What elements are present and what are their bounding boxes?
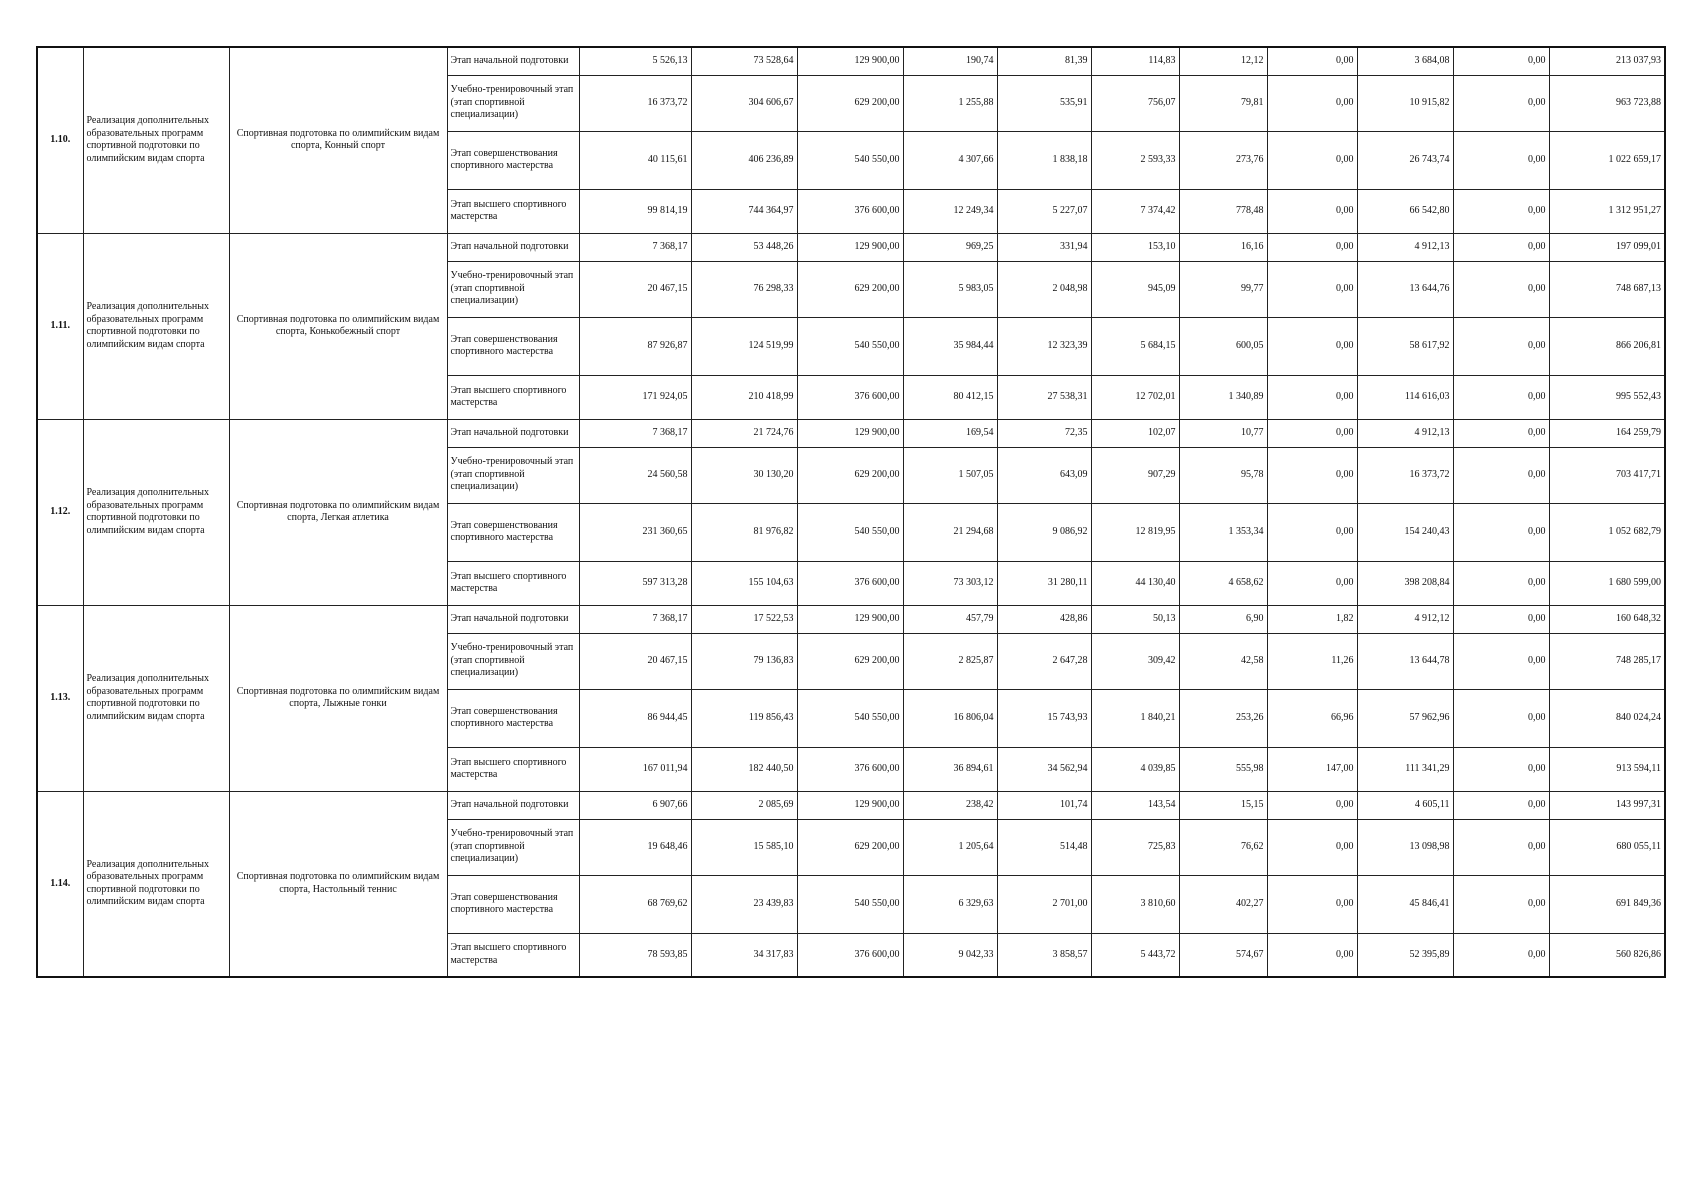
program-name: Реализация дополнительных образовательных программ спортивной подготовки по олимпийским видам спорта — [83, 605, 229, 791]
value-cell: 68 769,62 — [579, 875, 691, 933]
value-cell: 80 412,15 — [903, 375, 997, 419]
value-cell: 4 912,13 — [1357, 419, 1453, 447]
value-cell: 167 011,94 — [579, 747, 691, 791]
stage-name: Этап начальной подготовки — [447, 47, 579, 75]
value-cell: 0,00 — [1453, 791, 1549, 819]
stage-name: Этап начальной подготовки — [447, 419, 579, 447]
value-cell: 57 962,96 — [1357, 689, 1453, 747]
item-code: 1.14. — [37, 791, 83, 977]
value-cell: 5 983,05 — [903, 261, 997, 317]
value-cell: 0,00 — [1267, 561, 1357, 605]
value-cell: 13 098,98 — [1357, 819, 1453, 875]
value-cell: 2 085,69 — [691, 791, 797, 819]
value-cell: 540 550,00 — [797, 875, 903, 933]
stage-name: Учебно-тренировочный этап (этап спортивной специализации) — [447, 261, 579, 317]
value-cell: 72,35 — [997, 419, 1091, 447]
value-cell: 34 562,94 — [997, 747, 1091, 791]
total-cell: 840 024,24 — [1549, 689, 1665, 747]
value-cell: 129 900,00 — [797, 419, 903, 447]
item-code: 1.10. — [37, 47, 83, 233]
value-cell: 629 200,00 — [797, 447, 903, 503]
value-cell: 9 086,92 — [997, 503, 1091, 561]
value-cell: 1 340,89 — [1179, 375, 1267, 419]
total-cell: 995 552,43 — [1549, 375, 1665, 419]
value-cell: 16 373,72 — [579, 75, 691, 131]
stage-name: Учебно-тренировочный этап (этап спортивной специализации) — [447, 819, 579, 875]
value-cell: 0,00 — [1267, 933, 1357, 977]
value-cell: 102,07 — [1091, 419, 1179, 447]
total-cell: 703 417,71 — [1549, 447, 1665, 503]
value-cell: 95,78 — [1179, 447, 1267, 503]
value-cell: 101,74 — [997, 791, 1091, 819]
value-cell: 0,00 — [1453, 419, 1549, 447]
value-cell: 0,00 — [1453, 503, 1549, 561]
value-cell: 35 984,44 — [903, 317, 997, 375]
value-cell: 20 467,15 — [579, 261, 691, 317]
value-cell: 376 600,00 — [797, 561, 903, 605]
value-cell: 79 136,83 — [691, 633, 797, 689]
total-cell: 1 052 682,79 — [1549, 503, 1665, 561]
value-cell: 21 294,68 — [903, 503, 997, 561]
value-cell: 36 894,61 — [903, 747, 997, 791]
value-cell: 154 240,43 — [1357, 503, 1453, 561]
value-cell: 129 900,00 — [797, 47, 903, 75]
value-cell: 2 825,87 — [903, 633, 997, 689]
item-code: 1.11. — [37, 233, 83, 419]
value-cell: 273,76 — [1179, 131, 1267, 189]
value-cell: 66 542,80 — [1357, 189, 1453, 233]
value-cell: 7 368,17 — [579, 605, 691, 633]
value-cell: 114,83 — [1091, 47, 1179, 75]
value-cell: 535,91 — [997, 75, 1091, 131]
value-cell: 0,00 — [1267, 261, 1357, 317]
program-name: Реализация дополнительных образовательных программ спортивной подготовки по олимпийским видам спорта — [83, 791, 229, 977]
value-cell: 540 550,00 — [797, 317, 903, 375]
table-row — [37, 791, 1665, 819]
value-cell: 0,00 — [1453, 447, 1549, 503]
program-name: Реализация дополнительных образовательных программ спортивной подготовки по олимпийским видам спорта — [83, 47, 229, 233]
value-cell: 0,00 — [1267, 419, 1357, 447]
stage-name: Этап высшего спортивного мастерства — [447, 561, 579, 605]
total-cell: 748 687,13 — [1549, 261, 1665, 317]
total-cell: 913 594,11 — [1549, 747, 1665, 791]
value-cell: 376 600,00 — [797, 375, 903, 419]
value-cell: 0,00 — [1267, 233, 1357, 261]
value-cell: 143,54 — [1091, 791, 1179, 819]
value-cell: 44 130,40 — [1091, 561, 1179, 605]
program-name: Реализация дополнительных образовательных программ спортивной подготовки по олимпийским видам спорта — [83, 233, 229, 419]
value-cell: 0,00 — [1267, 317, 1357, 375]
total-cell: 1 022 659,17 — [1549, 131, 1665, 189]
value-cell: 0,00 — [1453, 933, 1549, 977]
total-cell: 197 099,01 — [1549, 233, 1665, 261]
value-cell: 81 976,82 — [691, 503, 797, 561]
value-cell: 643,09 — [997, 447, 1091, 503]
value-cell: 629 200,00 — [797, 261, 903, 317]
value-cell: 0,00 — [1267, 791, 1357, 819]
value-cell: 79,81 — [1179, 75, 1267, 131]
value-cell: 0,00 — [1453, 375, 1549, 419]
value-cell: 124 519,99 — [691, 317, 797, 375]
value-cell: 540 550,00 — [797, 131, 903, 189]
value-cell: 0,00 — [1267, 375, 1357, 419]
total-cell: 680 055,11 — [1549, 819, 1665, 875]
value-cell: 169,54 — [903, 419, 997, 447]
value-cell: 155 104,63 — [691, 561, 797, 605]
table-row — [37, 233, 1665, 261]
value-cell: 6 907,66 — [579, 791, 691, 819]
value-cell: 376 600,00 — [797, 933, 903, 977]
value-cell: 20 467,15 — [579, 633, 691, 689]
value-cell: 0,00 — [1453, 47, 1549, 75]
value-cell: 16 806,04 — [903, 689, 997, 747]
value-cell: 0,00 — [1267, 819, 1357, 875]
stage-name: Этап начальной подготовки — [447, 605, 579, 633]
value-cell: 1 840,21 — [1091, 689, 1179, 747]
item-code: 1.13. — [37, 605, 83, 791]
program-name: Реализация дополнительных образовательных программ спортивной подготовки по олимпийским видам спорта — [83, 419, 229, 605]
value-cell: 402,27 — [1179, 875, 1267, 933]
value-cell: 0,00 — [1453, 747, 1549, 791]
value-cell: 2 647,28 — [997, 633, 1091, 689]
value-cell: 7 368,17 — [579, 233, 691, 261]
value-cell: 13 644,76 — [1357, 261, 1453, 317]
value-cell: 744 364,97 — [691, 189, 797, 233]
value-cell: 0,00 — [1453, 75, 1549, 131]
value-cell: 15 585,10 — [691, 819, 797, 875]
value-cell: 6,90 — [1179, 605, 1267, 633]
value-cell: 147,00 — [1267, 747, 1357, 791]
value-cell: 4 605,11 — [1357, 791, 1453, 819]
total-cell: 691 849,36 — [1549, 875, 1665, 933]
value-cell: 1,82 — [1267, 605, 1357, 633]
value-cell: 0,00 — [1453, 233, 1549, 261]
value-cell: 129 900,00 — [797, 791, 903, 819]
value-cell: 907,29 — [1091, 447, 1179, 503]
value-cell: 21 724,76 — [691, 419, 797, 447]
value-cell: 238,42 — [903, 791, 997, 819]
value-cell: 0,00 — [1453, 131, 1549, 189]
table-row — [37, 47, 1665, 75]
value-cell: 0,00 — [1267, 47, 1357, 75]
value-cell: 1 205,64 — [903, 819, 997, 875]
value-cell: 5 684,15 — [1091, 317, 1179, 375]
stage-name: Этап совершенствования спортивного мастерства — [447, 317, 579, 375]
stage-name: Этап высшего спортивного мастерства — [447, 189, 579, 233]
value-cell: 2 701,00 — [997, 875, 1091, 933]
stage-name: Учебно-тренировочный этап (этап спортивной специализации) — [447, 75, 579, 131]
value-cell: 4 039,85 — [1091, 747, 1179, 791]
value-cell: 6 329,63 — [903, 875, 997, 933]
value-cell: 0,00 — [1453, 605, 1549, 633]
total-cell: 963 723,88 — [1549, 75, 1665, 131]
total-cell: 560 826,86 — [1549, 933, 1665, 977]
value-cell: 1 507,05 — [903, 447, 997, 503]
value-cell: 129 900,00 — [797, 605, 903, 633]
sport-name: Спортивная подготовка по олимпийским видам спорта, Легкая атлетика — [229, 419, 447, 605]
value-cell: 428,86 — [997, 605, 1091, 633]
value-cell: 13 644,78 — [1357, 633, 1453, 689]
value-cell: 0,00 — [1267, 503, 1357, 561]
value-cell: 3 810,60 — [1091, 875, 1179, 933]
value-cell: 73 303,12 — [903, 561, 997, 605]
value-cell: 19 648,46 — [579, 819, 691, 875]
stage-name: Учебно-тренировочный этап (этап спортивной специализации) — [447, 447, 579, 503]
value-cell: 4 912,13 — [1357, 233, 1453, 261]
value-cell: 253,26 — [1179, 689, 1267, 747]
value-cell: 182 440,50 — [691, 747, 797, 791]
value-cell: 725,83 — [1091, 819, 1179, 875]
value-cell: 30 130,20 — [691, 447, 797, 503]
value-cell: 15 743,93 — [997, 689, 1091, 747]
value-cell: 53 448,26 — [691, 233, 797, 261]
value-cell: 600,05 — [1179, 317, 1267, 375]
stage-name: Учебно-тренировочный этап (этап спортивной специализации) — [447, 633, 579, 689]
value-cell: 0,00 — [1453, 561, 1549, 605]
value-cell: 76 298,33 — [691, 261, 797, 317]
value-cell: 24 560,58 — [579, 447, 691, 503]
value-cell: 3 858,57 — [997, 933, 1091, 977]
sport-name: Спортивная подготовка по олимпийским видам спорта, Настольный теннис — [229, 791, 447, 977]
total-cell: 866 206,81 — [1549, 317, 1665, 375]
stage-name: Этап совершенствования спортивного мастерства — [447, 503, 579, 561]
value-cell: 945,09 — [1091, 261, 1179, 317]
value-cell: 0,00 — [1267, 875, 1357, 933]
table-row — [37, 419, 1665, 447]
value-cell: 231 360,65 — [579, 503, 691, 561]
value-cell: 629 200,00 — [797, 633, 903, 689]
value-cell: 12 702,01 — [1091, 375, 1179, 419]
value-cell: 9 042,33 — [903, 933, 997, 977]
value-cell: 555,98 — [1179, 747, 1267, 791]
value-cell: 309,42 — [1091, 633, 1179, 689]
value-cell: 0,00 — [1453, 875, 1549, 933]
stage-name: Этап совершенствования спортивного мастерства — [447, 131, 579, 189]
stage-name: Этап высшего спортивного мастерства — [447, 747, 579, 791]
value-cell: 331,94 — [997, 233, 1091, 261]
value-cell: 26 743,74 — [1357, 131, 1453, 189]
value-cell: 406 236,89 — [691, 131, 797, 189]
value-cell: 45 846,41 — [1357, 875, 1453, 933]
value-cell: 597 313,28 — [579, 561, 691, 605]
value-cell: 16 373,72 — [1357, 447, 1453, 503]
table-row — [37, 605, 1665, 633]
value-cell: 1 838,18 — [997, 131, 1091, 189]
total-cell: 1 312 951,27 — [1549, 189, 1665, 233]
value-cell: 0,00 — [1453, 819, 1549, 875]
value-cell: 50,13 — [1091, 605, 1179, 633]
stage-name: Этап совершенствования спортивного мастерства — [447, 875, 579, 933]
value-cell: 86 944,45 — [579, 689, 691, 747]
value-cell: 756,07 — [1091, 75, 1179, 131]
value-cell: 5 526,13 — [579, 47, 691, 75]
total-cell: 1 680 599,00 — [1549, 561, 1665, 605]
value-cell: 52 395,89 — [1357, 933, 1453, 977]
value-cell: 2 048,98 — [997, 261, 1091, 317]
stage-name: Этап высшего спортивного мастерства — [447, 375, 579, 419]
value-cell: 4 307,66 — [903, 131, 997, 189]
value-cell: 15,15 — [1179, 791, 1267, 819]
value-cell: 42,58 — [1179, 633, 1267, 689]
value-cell: 514,48 — [997, 819, 1091, 875]
value-cell: 12 323,39 — [997, 317, 1091, 375]
value-cell: 99,77 — [1179, 261, 1267, 317]
value-cell: 4 912,12 — [1357, 605, 1453, 633]
value-cell: 23 439,83 — [691, 875, 797, 933]
value-cell: 114 616,03 — [1357, 375, 1453, 419]
sport-name: Спортивная подготовка по олимпийским видам спорта, Лыжные гонки — [229, 605, 447, 791]
value-cell: 119 856,43 — [691, 689, 797, 747]
value-cell: 40 115,61 — [579, 131, 691, 189]
value-cell: 2 593,33 — [1091, 131, 1179, 189]
value-cell: 778,48 — [1179, 189, 1267, 233]
value-cell: 376 600,00 — [797, 189, 903, 233]
value-cell: 0,00 — [1267, 131, 1357, 189]
value-cell: 457,79 — [903, 605, 997, 633]
sport-name: Спортивная подготовка по олимпийским видам спорта, Конный спорт — [229, 47, 447, 233]
stage-name: Этап высшего спортивного мастерства — [447, 933, 579, 977]
value-cell: 0,00 — [1453, 633, 1549, 689]
value-cell: 4 658,62 — [1179, 561, 1267, 605]
value-cell: 398 208,84 — [1357, 561, 1453, 605]
value-cell: 73 528,64 — [691, 47, 797, 75]
value-cell: 153,10 — [1091, 233, 1179, 261]
total-cell: 213 037,93 — [1549, 47, 1665, 75]
value-cell: 574,67 — [1179, 933, 1267, 977]
value-cell: 5 443,72 — [1091, 933, 1179, 977]
value-cell: 0,00 — [1267, 189, 1357, 233]
value-cell: 81,39 — [997, 47, 1091, 75]
value-cell: 7 374,42 — [1091, 189, 1179, 233]
value-cell: 87 926,87 — [579, 317, 691, 375]
value-cell: 0,00 — [1267, 447, 1357, 503]
value-cell: 5 227,07 — [997, 189, 1091, 233]
value-cell: 171 924,05 — [579, 375, 691, 419]
cost-table — [36, 46, 1666, 978]
value-cell: 0,00 — [1453, 689, 1549, 747]
value-cell: 190,74 — [903, 47, 997, 75]
value-cell: 0,00 — [1453, 261, 1549, 317]
value-cell: 78 593,85 — [579, 933, 691, 977]
value-cell: 34 317,83 — [691, 933, 797, 977]
value-cell: 12,12 — [1179, 47, 1267, 75]
value-cell: 16,16 — [1179, 233, 1267, 261]
value-cell: 129 900,00 — [797, 233, 903, 261]
stage-name: Этап начальной подготовки — [447, 791, 579, 819]
value-cell: 12 249,34 — [903, 189, 997, 233]
value-cell: 540 550,00 — [797, 503, 903, 561]
value-cell: 0,00 — [1267, 75, 1357, 131]
value-cell: 27 538,31 — [997, 375, 1091, 419]
total-cell: 748 285,17 — [1549, 633, 1665, 689]
value-cell: 1 353,34 — [1179, 503, 1267, 561]
value-cell: 11,26 — [1267, 633, 1357, 689]
value-cell: 0,00 — [1453, 189, 1549, 233]
stage-name: Этап совершенствования спортивного мастерства — [447, 689, 579, 747]
value-cell: 76,62 — [1179, 819, 1267, 875]
value-cell: 7 368,17 — [579, 419, 691, 447]
value-cell: 31 280,11 — [997, 561, 1091, 605]
stage-name: Этап начальной подготовки — [447, 233, 579, 261]
value-cell: 0,00 — [1453, 317, 1549, 375]
total-cell: 160 648,32 — [1549, 605, 1665, 633]
value-cell: 66,96 — [1267, 689, 1357, 747]
value-cell: 540 550,00 — [797, 689, 903, 747]
value-cell: 969,25 — [903, 233, 997, 261]
value-cell: 210 418,99 — [691, 375, 797, 419]
total-cell: 143 997,31 — [1549, 791, 1665, 819]
value-cell: 10,77 — [1179, 419, 1267, 447]
value-cell: 17 522,53 — [691, 605, 797, 633]
value-cell: 629 200,00 — [797, 819, 903, 875]
value-cell: 10 915,82 — [1357, 75, 1453, 131]
value-cell: 111 341,29 — [1357, 747, 1453, 791]
value-cell: 12 819,95 — [1091, 503, 1179, 561]
value-cell: 304 606,67 — [691, 75, 797, 131]
value-cell: 3 684,08 — [1357, 47, 1453, 75]
item-code: 1.12. — [37, 419, 83, 605]
value-cell: 1 255,88 — [903, 75, 997, 131]
value-cell: 58 617,92 — [1357, 317, 1453, 375]
value-cell: 99 814,19 — [579, 189, 691, 233]
value-cell: 629 200,00 — [797, 75, 903, 131]
total-cell: 164 259,79 — [1549, 419, 1665, 447]
sport-name: Спортивная подготовка по олимпийским видам спорта, Конькобежный спорт — [229, 233, 447, 419]
value-cell: 376 600,00 — [797, 747, 903, 791]
